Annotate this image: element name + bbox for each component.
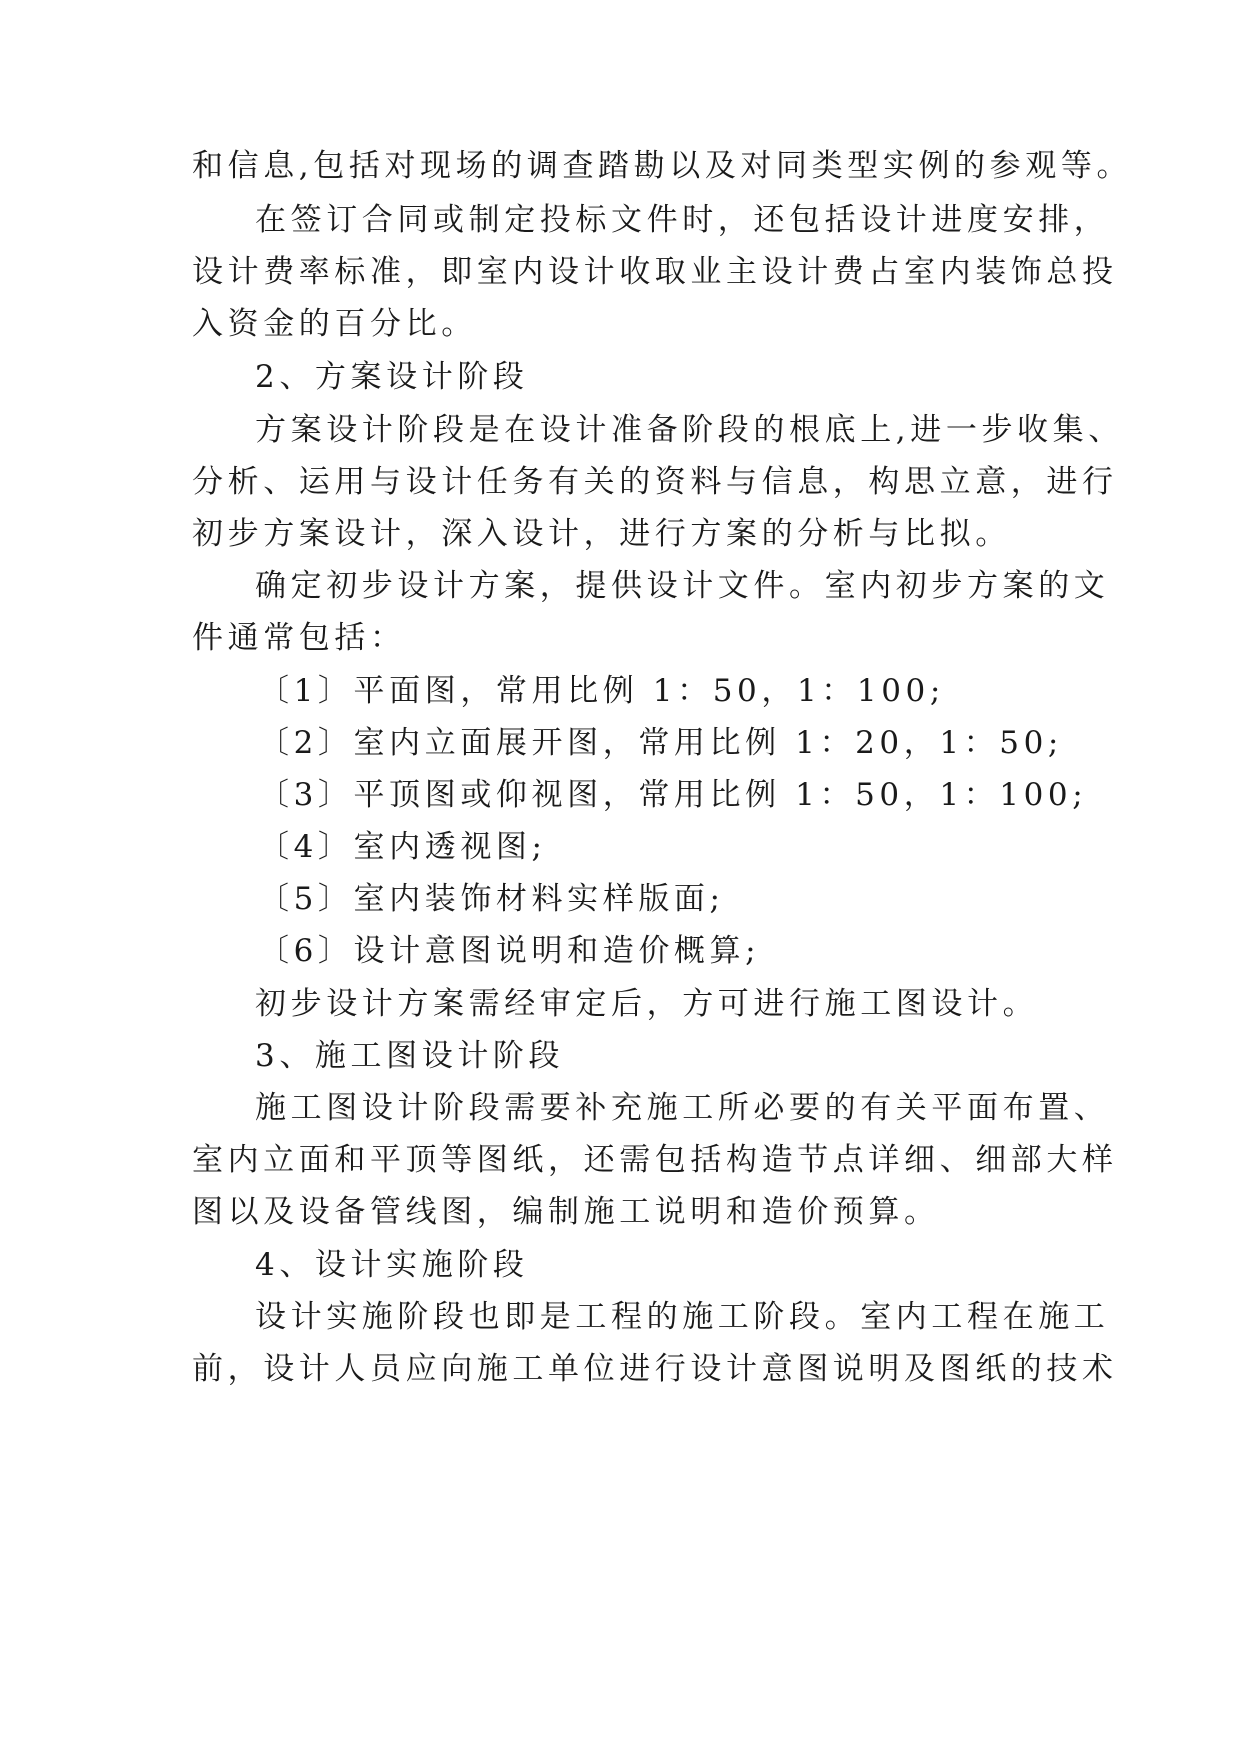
text-line: 确定初步设计方案，提供设计文件。室内初步方案的文 bbox=[255, 568, 1110, 604]
text-line: 图以及设备管线图，编制施工说明和造价预算。 bbox=[192, 1194, 940, 1230]
list-item: 〔5〕室内装饰材料实样版面; bbox=[258, 881, 725, 917]
text-line: 初步设计方案需经审定后，方可进行施工图设计。 bbox=[255, 986, 1039, 1022]
list-item: 〔4〕室内透视图; bbox=[258, 829, 547, 865]
list-item: 〔1〕平面图，常用比例 1：50，1：100; bbox=[258, 673, 945, 709]
text-line: 件通常包括： bbox=[192, 620, 406, 656]
section-heading: 2、方案设计阶段 bbox=[255, 359, 529, 395]
text-line: 施工图设计阶段需要补充施工所必要的有关平面布置、 bbox=[255, 1090, 1110, 1126]
text-line: 前，设计人员应向施工单位进行设计意图说明及图纸的技术 bbox=[192, 1351, 1118, 1387]
text-line: 在签订合同或制定投标文件时，还包括设计进度安排， bbox=[255, 202, 1110, 238]
text-line: 室内立面和平顶等图纸，还需包括构造节点详细、细部大样 bbox=[192, 1142, 1118, 1178]
list-item: 〔2〕室内立面展开图，常用比例 1：20，1：50; bbox=[258, 725, 1063, 761]
text-line: 入资金的百分比。 bbox=[192, 306, 477, 342]
text-line: 方案设计阶段是在设计准备阶段的根底上,进一步收集、 bbox=[255, 412, 1124, 448]
section-heading: 4、设计实施阶段 bbox=[255, 1247, 529, 1283]
text-line: 设计费率标准，即室内设计收取业主设计费占室内装饰总投 bbox=[192, 254, 1118, 290]
text-line: 和信息,包括对现场的调查踏勘以及对同类型实例的参观等。 bbox=[192, 148, 1133, 184]
section-heading: 3、施工图设计阶段 bbox=[255, 1038, 565, 1074]
list-item: 〔6〕设计意图说明和造价概算; bbox=[258, 933, 761, 969]
text-line: 分析、运用与设计任务有关的资料与信息，构思立意，进行 bbox=[192, 464, 1118, 500]
text-line: 初步方案设计，深入设计，进行方案的分析与比拟。 bbox=[192, 516, 1011, 552]
text-line: 设计实施阶段也即是工程的施工阶段。室内工程在施工 bbox=[255, 1299, 1110, 1335]
list-item: 〔3〕平顶图或仰视图，常用比例 1：50，1：100; bbox=[258, 777, 1088, 813]
